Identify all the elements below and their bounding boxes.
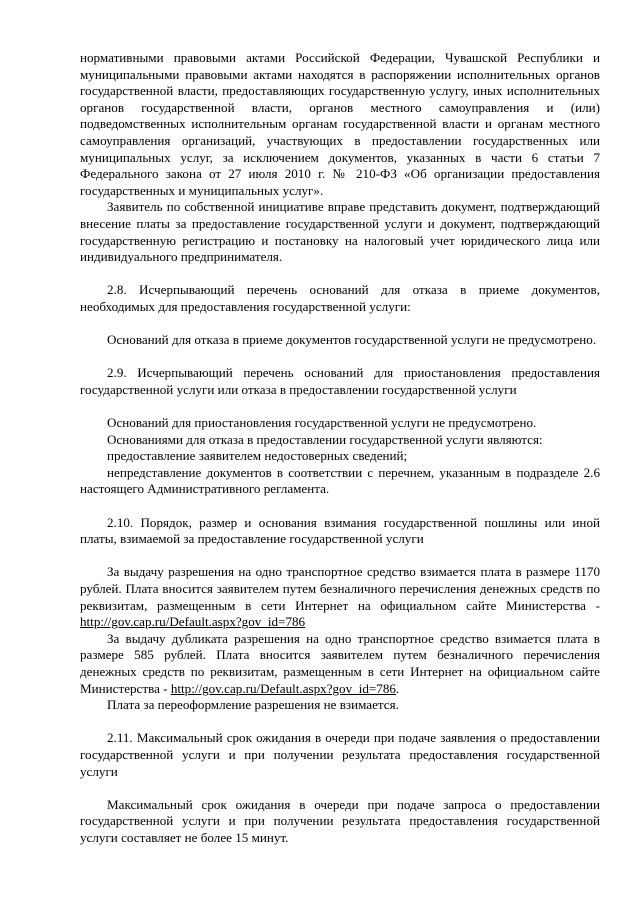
section-2-10-reissue: Плата за переоформление разрешения не взимается.: [107, 697, 399, 713]
document-page: [80, 50, 600, 847]
section-2-9-line: предоставление заявителем недостоверных сведений;: [107, 448, 408, 464]
section-2-9-heading: 2.9. Исчерпывающий перечень оснований для приостановления предоставления государственной услуги или отказа в предоставлении государственной услуги: [80, 365, 600, 397]
section-2-10-heading: 2.10. Порядок, размер и основания взимания государственной пошлины или иной платы, взимаемой за предоставление государственной услуги: [80, 514, 600, 547]
section-2-11-heading: 2.11. Максимальный срок ожидания в очереди при подаче заявления о предоставлении государственной услуги и при получении результата предоставления государственной услуги: [80, 730, 600, 779]
spacer: [80, 548, 600, 565]
section-2-10-fee-permit: [80, 564, 600, 630]
section-2-10-fee-duplicate: [80, 631, 600, 697]
spacer: [80, 498, 600, 515]
spacer: [80, 714, 600, 731]
section-2-11-body: Максимальный срок ожидания в очереди при подаче запроса о предоставлении государственной услуги и при получении результата предоставления государственной услуги составляет не более 15 минут.: [80, 796, 600, 845]
spacer: [80, 316, 600, 333]
paragraph-documents-list: нормативными правовыми актами Российской Федерации, Чувашской Республики и муниципальными правовыми актами находятся в распоряжении исполнительных органов государственной власти, предоставляющих государственную услугу, иных исполнительных органов государственной власти, органов местного самоуправления и (или) подведомственных исполнительным органам государственной власти и органам местного самоуправления организаций, участвующих в предоставлении государственных или муниципальных услуг, за исключением документов, указанных в части 6 статьи 7 Федерального закона от 27 июля 2010 г. № 210-ФЗ «Об организации предоставления государственных и муниципальных услуг».: [80, 50, 600, 198]
section-2-9-line: непредставление документов в соответствии с перечнем, указанным в подразделе 2.6 настоящего Административного регламента.: [80, 464, 600, 497]
period: .: [395, 680, 400, 696]
section-2-9-line: Основаниями для отказа в предоставлении государственной услуги являются:: [107, 431, 543, 447]
section-2-8-body: Оснований для отказа в приеме документов государственной услуги не предусмотрено.: [107, 332, 597, 348]
spacer: [80, 266, 600, 283]
section-2-9-line: Оснований для приостановления государственной услуги не предусмотрено.: [107, 415, 537, 431]
spacer: [80, 349, 600, 366]
fee-duplicate-text: За выдачу дубликата разрешения на одно транспортное средство взимается плата в размере 585 рублей. Плата вносится заявителем путем безналичного перечисления денежных средств по реквизитам, размещенным в сети Интернет на официальном сайте Министерства -: [80, 630, 600, 696]
paragraph-applicant-initiative: Заявитель по собственной инициативе вправе представить документ, подтверждающий внесение платы за предоставление государственной услуги и документ, подтверждающий государственную регистрацию и постановку на налоговый учет юридического лица или индивидуального предпринимателя.: [80, 199, 600, 265]
spacer: [80, 398, 600, 415]
ministry-site-link[interactable]: http://gov.cap.ru/Default.aspx?gov_id=786: [170, 680, 396, 696]
section-2-8-heading: 2.8. Исчерпывающий перечень оснований для отказа в приеме документов, необходимых для предоставления государственной услуги:: [80, 282, 600, 314]
spacer: [80, 780, 600, 797]
ministry-site-link[interactable]: http://gov.cap.ru/Default.aspx?gov_id=786: [80, 614, 306, 630]
fee-permit-text: За выдачу разрешения на одно транспортное средство взимается плата в размере 1170 рублей. Плата вносится заявителем путем безналичного перечисления денежных средств по реквизитам, размещенным в сети Интернет на официальном сайте Министерства -: [80, 564, 600, 613]
